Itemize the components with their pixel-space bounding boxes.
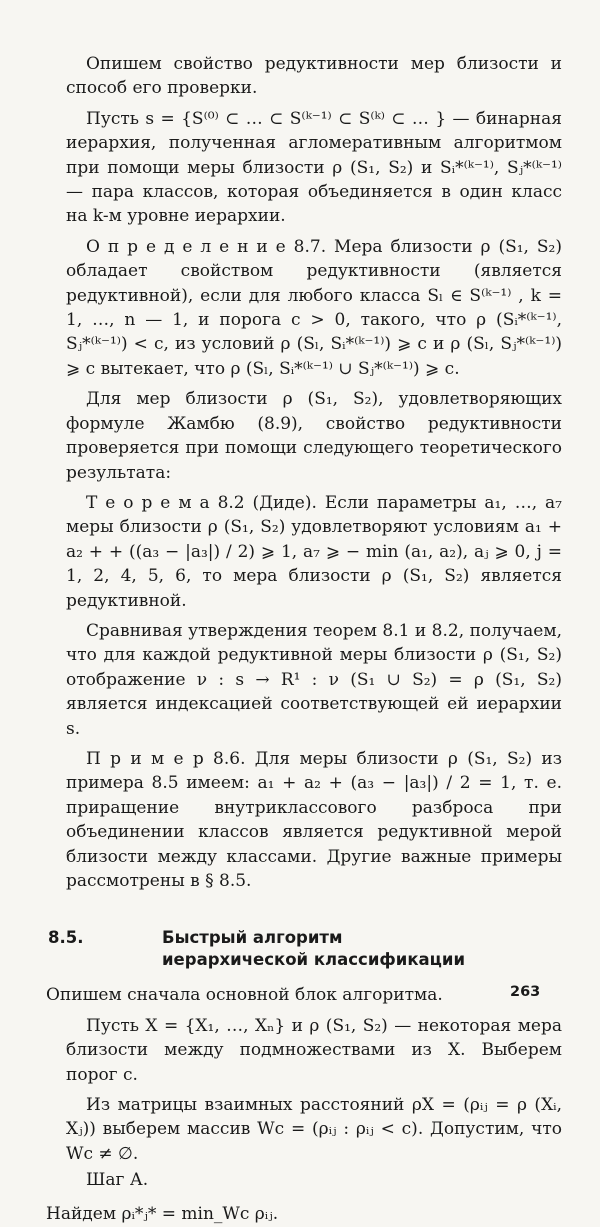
definition-8-7: О п р е д е л е н и е 8.7. Мера близости ρ (S₁, S₂) обладает свойством редуктивности (является редуктивной), если для любого класса Sₗ ∈ S⁽ᵏ⁻¹⁾ , k = 1, …, n — 1, и порога c > 0, такого, что ρ (Sᵢ*⁽ᵏ⁻¹⁾, Sⱼ*⁽ᵏ⁻¹⁾) < c, из условий ρ (Sₗ, Sᵢ*⁽ᵏ⁻¹⁾) ⩾ c и ρ (Sₗ, Sⱼ*⁽ᵏ⁻¹⁾) ⩾ c вытекает, что ρ (Sₗ, Sᵢ*⁽ᵏ⁻¹⁾ ∪ Sⱼ*⁽ᵏ⁻¹⁾) ⩾ c. bbox=[66, 236, 562, 379]
paragraph-jambu: Для мер близости ρ (S₁, S₂), удовлетворяющих формуле Жамбю (8.9), свойство редуктивности проверяется при помощи следующего теоретического результата: bbox=[66, 389, 562, 483]
paragraph-intro: Опишем свойство редуктивности мер близости и способ его проверки. bbox=[66, 54, 562, 99]
paragraph-hierarchy: Пусть s = {S⁽⁰⁾ ⊂ … ⊂ S⁽ᵏ⁻¹⁾ ⊂ S⁽ᵏ⁾ ⊂ … } — бинарная иерархия, полученная агломеративным алгоритмом при помощи меры близости ρ (S₁, S₂) и Sᵢ*⁽ᵏ⁻¹⁾, Sⱼ*⁽ᵏ⁻¹⁾ — пара классов, которая объединяется в один класс на k-м уровне иерархии. bbox=[66, 108, 562, 227]
paragraph-find-min: Найдем ρᵢ*ⱼ* = min_Wc ρᵢⱼ. bbox=[46, 1204, 279, 1225]
theorem-8-2: Т е о р е м а 8.2 (Диде). Если параметры a₁, …, a₇ меры близости ρ (S₁, S₂) удовлетворяют условиям a₁ + a₂ + + ((a₃ − |a₃|) / 2) ⩾ 1, a₇ ⩾ − min (a₁, a₂), aⱼ ⩾ 0, j = 1, 2, 4, 5, 6, то мера близости ρ (S₁, S₂) является редуктивной. bbox=[66, 492, 562, 611]
example-8-6: П р и м е р 8.6. Для меры близости ρ (S₁, S₂) из примера 8.5 имеем: a₁ + a₂ + (a₃ − |a₃|) / 2 = 1, т. е. приращение внутриклассового разброса при объединении классов является редуктивной мерой близости между классами. Другие важные примеры рассмотрены в § 8.5. bbox=[66, 748, 562, 891]
paragraph-setup: Пусть X = {X₁, …, Xₙ} и ρ (S₁, S₂) — некоторая мера близости между подмножествами из X. Выберем порог c. bbox=[66, 1015, 562, 1085]
step-a-label: Шаг А. bbox=[86, 1170, 149, 1191]
page-number: 263 bbox=[510, 984, 541, 1000]
section-number: 8.5. bbox=[48, 928, 84, 948]
paragraph-block-intro: Опишем сначала основной блок алгоритма. bbox=[46, 985, 443, 1006]
section-heading bbox=[48, 927, 562, 971]
paragraph-matrix: Из матрицы взаимных расстояний ρX = (ρᵢⱼ = ρ (Xᵢ, Xⱼ)) выберем массив Wc = (ρᵢⱼ : ρᵢⱼ < c). Допустим, что Wc ≠ ∅. bbox=[66, 1095, 562, 1164]
paragraph-comparison: Сравнивая утверждения теорем 8.1 и 8.2, получаем, что для каждой редуктивной меры близости ρ (S₁, S₂) отображение ν : s → R¹ : ν (S₁ ∪ S₂) = ρ (S₁, S₂) является индексацией соответствующей ей иерархии s. bbox=[66, 620, 562, 739]
section-title: Быстрый алгоритм иерархической классификации bbox=[162, 928, 466, 970]
